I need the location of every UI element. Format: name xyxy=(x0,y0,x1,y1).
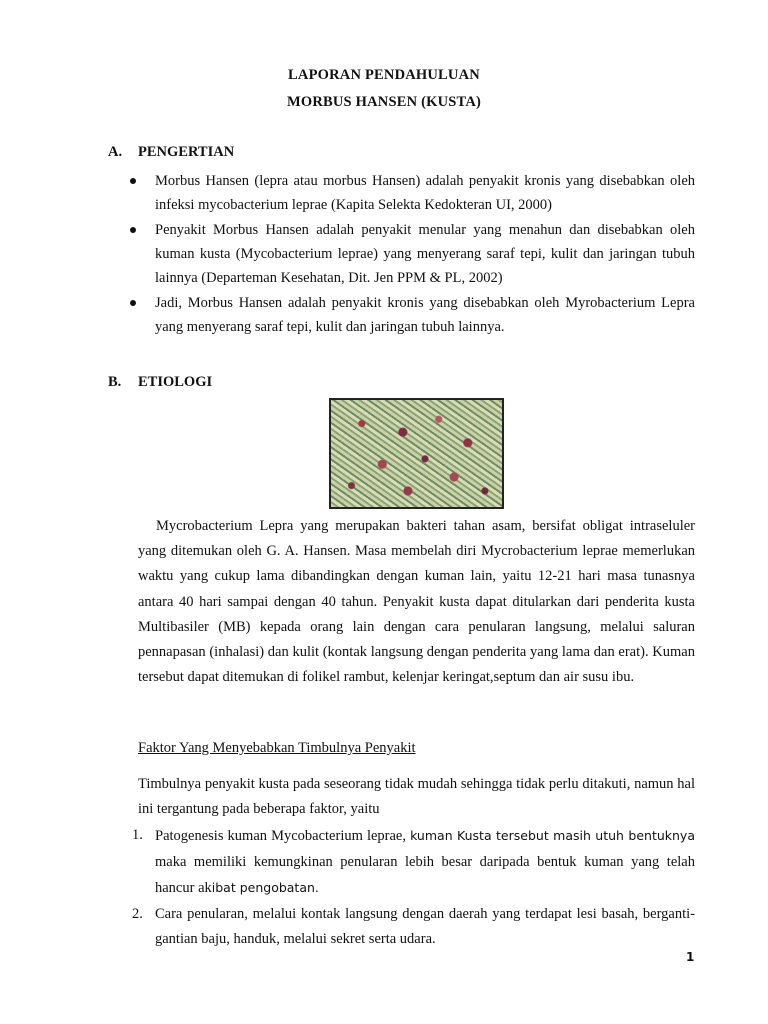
bullet-dot-icon xyxy=(130,178,136,184)
pengertian-bullet-list xyxy=(130,169,695,339)
section-a-heading xyxy=(108,144,234,161)
bullet-item xyxy=(130,169,695,217)
bullet-item xyxy=(130,218,695,290)
bullet-item xyxy=(130,291,695,339)
item-number: 1. xyxy=(132,827,143,843)
bullet-text: Morbus Hansen (lepra atau morbus Hansen) adalah penyakit kronis yang disebabkan oleh infeksi mycobacterium leprae (Kapita Selekta Kedokteran UI, 2000) xyxy=(155,173,695,213)
item-text-part: maka memiliki kemungkinan penularan lebih besar daripada bentuk kuman yang telah hancur ak xyxy=(155,853,695,896)
faktor-numbered-list xyxy=(132,823,695,953)
section-b-letter: B. xyxy=(108,374,122,390)
micrograph-image xyxy=(329,398,504,509)
bullet-dot-icon xyxy=(130,300,136,306)
item-text-part: ibat pengobatan. xyxy=(211,880,319,895)
item-text-part: kuman Kusta tersebut masih utuh bentuknya xyxy=(410,828,695,843)
page-number: 1 xyxy=(686,950,695,964)
bullet-dot-icon xyxy=(130,227,136,233)
faktor-subheading: Faktor Yang Menyebabkan Timbulnya Penyakit xyxy=(138,740,416,756)
numbered-item xyxy=(132,823,695,902)
faktor-intro-paragraph: Timbulnya penyakit kusta pada seseorang tidak mudah sehingga tidak perlu ditakuti, namun hal ini tergantung pada beberapa faktor, yaitu xyxy=(138,776,695,817)
section-b-title: ETIOLOGI xyxy=(138,374,213,390)
document-title: LAPORAN PENDAHULUAN xyxy=(288,67,480,83)
item-text: Cara penularan, melalui kontak langsung dengan daerah yang terdapat lesi basah, berganti-gantian baju, handuk, melalui sekret serta udara. xyxy=(155,905,695,947)
etiologi-paragraph: Mycrobacterium Lepra yang merupakan bakteri tahan asam, bersifat obligat intraseluler yang ditemukan oleh G. A. Hansen. Masa membelah diri Mycrobacterium leprae memerlukan waktu yang cukup lama dibandingkan dengan kuman lain, yaitu 12-21 hari masa tunasnya antara 40 hari sampai dengan 40 tahun. Penyakit kusta dapat ditularkan dari penderita kusta Multibasiler (MB) kepada orang lain dengan cara penularan langsung, melalui saluran pennapasan (inhalasi) dan kulit (kontak langsung dengan penderita yang lama dan erat). Kuman tersebut dapat ditemukan di folikel rambut, kelenjar keringat,septum dan air susu ibu. xyxy=(138,518,695,686)
numbered-item xyxy=(132,902,695,953)
document-subtitle: MORBUS HANSEN (KUSTA) xyxy=(286,94,482,110)
item-number: 2. xyxy=(132,905,143,922)
section-a-letter: A. xyxy=(108,144,123,160)
section-b-heading xyxy=(108,374,212,391)
section-a-title: PENGERTIAN xyxy=(138,144,235,160)
bullet-text: Jadi, Morbus Hansen adalah penyakit kronis yang disebabkan oleh Myrobacterium Lepra yang menyerang saraf tepi, kulit dan jaringan tubuh lainnya. xyxy=(155,295,695,335)
bullet-text: Penyakit Morbus Hansen adalah penyakit menular yang menahun dan disebabkan oleh kuman kusta (Mycobacterium leprae) yang menyerang saraf tepi, kulit dan jaringan tubuh lainnya (Departeman Kesehatan, Dit. Jen PPM & PL, 2002) xyxy=(155,222,695,286)
item-text-part: Patogenesis kuman Mycobacterium leprae, xyxy=(155,828,411,844)
